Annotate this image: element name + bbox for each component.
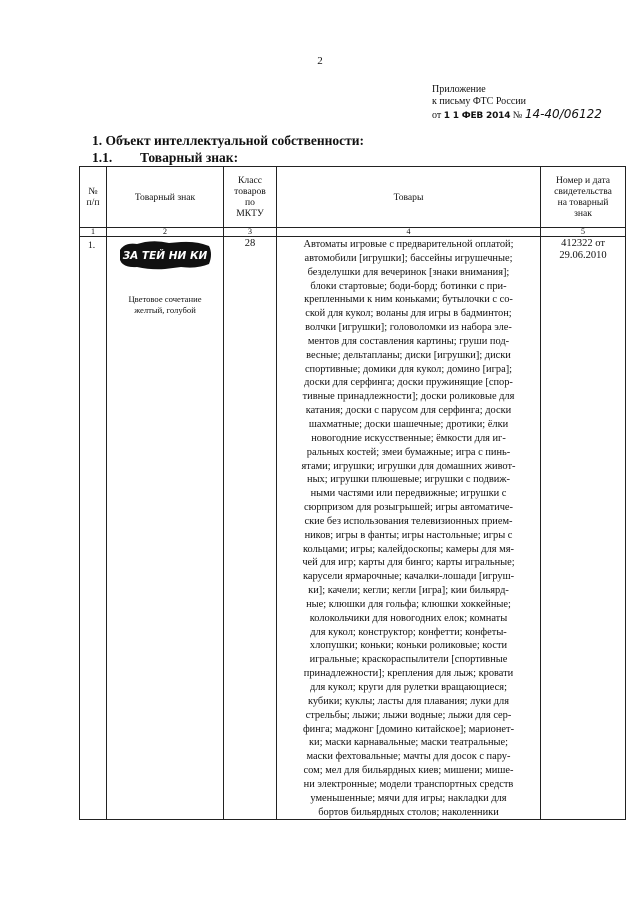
goods-line: карусели ярмарочные; качалки-лошади [игруш- (302, 571, 515, 583)
appendix-from: от (432, 110, 442, 121)
goods-line: весные; дельтапланы; диски [игрушки]; диски (306, 349, 511, 361)
goods-line: новогодние искусственные; ёмкости для иг- (311, 432, 506, 444)
logo-text: ЗА ТЕЙ НИ КИ (122, 250, 208, 262)
goods-line: ской для кукол; воланы для игры в бадминтон; (305, 308, 512, 320)
goods-line: уменьшенные; мячи для игры; накладки для (310, 792, 507, 804)
column-number: 2 (107, 228, 224, 237)
goods-line: чей для игр; карты для бинго; карты игральные; (302, 557, 515, 569)
goods-line: маски фехтовальные; мачты для досок с пару- (306, 751, 511, 763)
header-num: № п/п (80, 167, 107, 228)
goods-list (279, 238, 538, 819)
table-row (80, 237, 626, 820)
goods-line: спортивные; домики для кукол; домино [игра]; (304, 363, 513, 375)
goods-line: ки; маски карнавальные; маски театральные; (308, 737, 509, 749)
goods-line: бортов бильярдных столов; наколенники (318, 806, 499, 818)
appendix-line3 (432, 108, 602, 122)
appendix-line2: к письму ФТС России (432, 96, 526, 107)
row-number: 1. (80, 237, 107, 820)
goods-line: принадлежности]; крепления для лыж; кровати (303, 668, 514, 680)
trademark-description: Цветовое сочетание желтый, голубой (128, 294, 202, 315)
column-number: 5 (541, 228, 626, 237)
goods-line: ментов для составления картины; груши под- (307, 335, 510, 347)
goods-line: хлопушки; коньки; коньки роликовые; кости (309, 640, 508, 652)
date-stamp: 1 1 ФЕВ 2014 (443, 111, 511, 121)
goods-line: катания; доски с парусом для серфинга; доски (305, 405, 512, 417)
goods-line: ных; игрушки плюшевые; игрушки с подвиж- (307, 474, 510, 486)
column-number: 3 (224, 228, 277, 237)
goods-line: ников; игры в фанты; игры настольные; игры с (304, 529, 513, 541)
appendix-block (432, 84, 602, 122)
goods-line: волчки [игрушки]; головоломки из набора эле- (305, 322, 512, 334)
goods-line: стрельбы; лыжи; лыжи водные; лыжи для сер- (305, 709, 512, 721)
goods-line: доски для серфинга; доски пружинящие [спор- (304, 377, 513, 389)
registration-number: 412322 от (561, 238, 605, 249)
goods-line: ные; клюшки для гольфа; клюшки хоккейные; (306, 598, 511, 610)
subsection-number: 1.1. (92, 150, 113, 165)
goods-line: игральные; краскораспылители [спортивные (309, 654, 508, 666)
section-heading: 1. Объект интеллектуальной собственности: (92, 133, 365, 148)
number-sign: № (512, 110, 523, 121)
goods-line: сом; мел для бильярдных киев; мишени; мише- (303, 765, 514, 777)
goods-line: тивные принадлежности]; доски роликовые для (302, 391, 515, 403)
registration-cell (541, 237, 626, 820)
goods-line: для кукол; конструктор; конфетти; конфеты- (310, 626, 507, 638)
goods-line: блоки стартовые; боди-борд; ботинки с при- (310, 280, 507, 292)
table-header-row (80, 167, 626, 228)
page-number: 2 (317, 55, 323, 67)
goods-line: финга; маджонг [домино китайское]; марионет- (302, 723, 515, 735)
goods-line: кубики; куклы; ласты для плавания; луки для (307, 695, 510, 707)
column-number: 1 (80, 228, 107, 237)
goods-line: ки]; качели; кегли; кегли [игра]; кии бильярд- (308, 585, 509, 597)
goods-line: ральных костей; змеи бумажные; игра с пинь- (306, 446, 511, 458)
column-number-row (80, 228, 626, 237)
goods-line: ятами; игрушки; игрушки для домашних живот- (301, 460, 516, 472)
header-trademark: Товарный знак (107, 167, 224, 228)
registration-date: 29.06.2010 (559, 250, 607, 261)
goods-line: для кукол; круги для рулетки вращающиеся; (310, 682, 507, 693)
goods-line: безделушки для вечеринок [знаки внимания]; (307, 266, 510, 278)
goods-line: автомобили [игрушки]; бассейны игрушечные; (304, 252, 513, 264)
goods-line: шахматные; доски шашечные; дротики; ёлки (308, 418, 509, 430)
column-number: 4 (277, 228, 541, 237)
header-registration: Номер и дата свидетельства на товарный знак (541, 167, 626, 228)
goods-cell (277, 237, 541, 820)
goods-line: ские без использования телевизионных прием- (304, 515, 513, 527)
appendix-line1: Приложение (432, 84, 486, 95)
trademark-cell (107, 237, 224, 820)
subsection-heading (92, 150, 238, 166)
goods-line: Автоматы игровые с предварительной оплатой; (303, 239, 514, 250)
goods-line: кольцами; игры; калейдоскопы; камеры для мя- (303, 543, 514, 555)
header-goods: Товары (277, 167, 541, 228)
trademark-table (79, 166, 626, 820)
goods-line: крепленными к ним коньками; бутылочки с со- (304, 294, 513, 306)
goods-line: колокольчики для новогодних елок; комнаты (309, 612, 508, 624)
goods-line: сюрпризом для розыгрышей; игры автоматиче- (303, 502, 514, 514)
class-cell: 28 (224, 237, 277, 820)
goods-line: ными частями или передвижные; игрушки с (310, 488, 507, 500)
handwritten-number: 14-40/06122 (524, 107, 602, 121)
header-class: Класс товаров по МКТУ (224, 167, 277, 228)
goods-line: ни электронные; модели транспортных средств (303, 778, 514, 790)
trademark-logo (117, 240, 213, 270)
subsection-title: Товарный знак: (140, 150, 239, 165)
